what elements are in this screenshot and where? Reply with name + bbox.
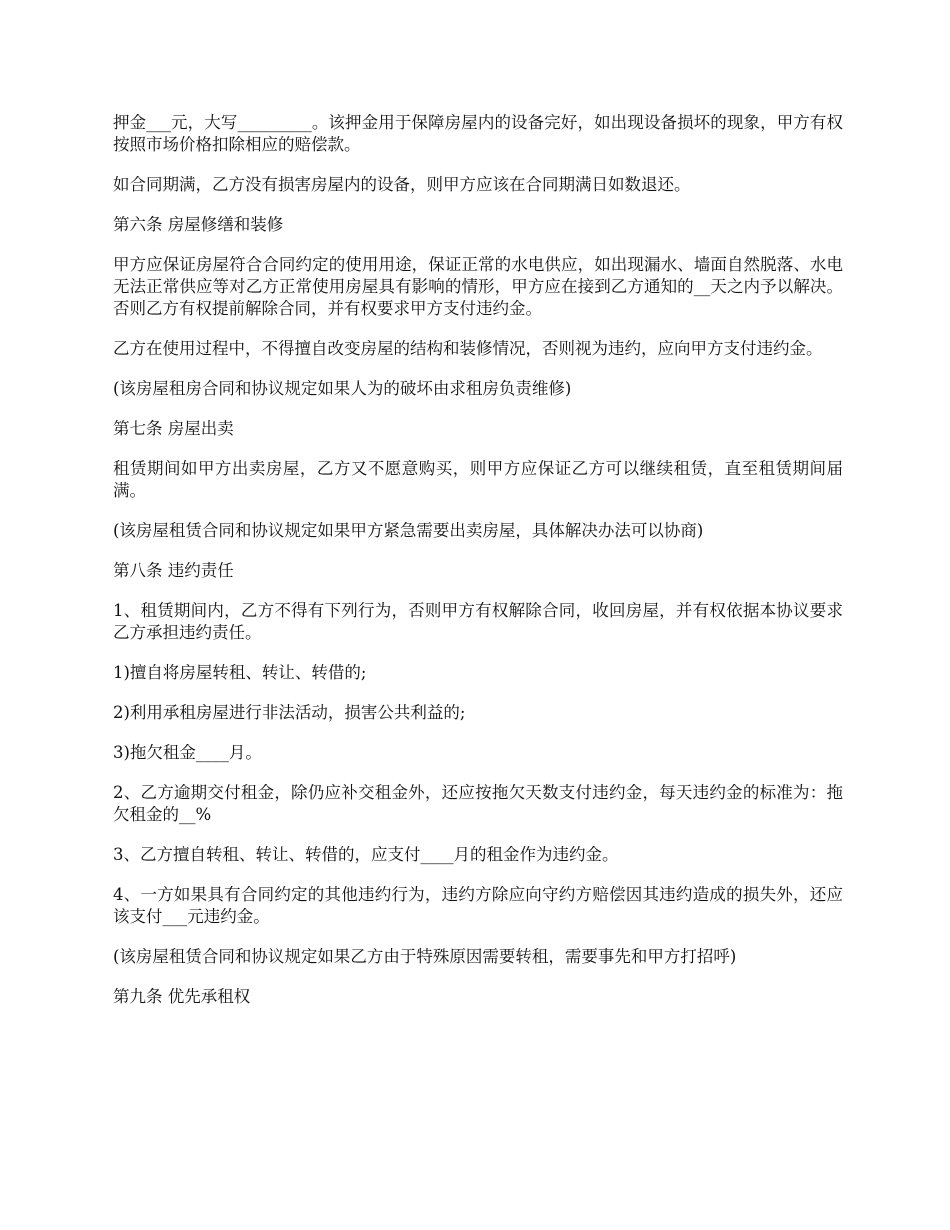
clause-4-other-breach: 4、一方如果具有合同约定的其他违约行为，违约方除应向守约方赔偿因其违约造成的损失外，还应该支付___元违约金。: [113, 885, 843, 926]
list-item-sublease: 1)擅自将房屋转租、转让、转借的;: [113, 663, 367, 682]
paragraph-no-alteration: 乙方在使用过程中，不得擅自改变房屋的结构和装修情况，否则视为违约，应向甲方支付违约金。: [113, 339, 823, 358]
note-sublease-notice: (该房屋租赁合同和协议规定如果乙方由于特殊原因需要转租，需要事先和甲方打招呼): [113, 947, 737, 966]
clause-3-sublease-penalty: 3、乙方擅自转租、转让、转借的，应支付____月的租金作为违约金。: [113, 845, 619, 864]
paragraph-repair-obligation: 甲方应保证房屋符合合同约定的使用用途，保证正常的水电供应，如出现漏水、墙面自然脱落、水电无法正常供应等对乙方正常使用房屋具有影响的情形，甲方应在接到乙方通知的__天之内予以解决。否则乙方有权提前解除合同，并有权要求甲方支付违约金。: [113, 255, 843, 318]
heading-article-6: 第六条 房屋修缮和装修: [113, 215, 284, 234]
paragraph-sale-continue-lease: 租赁期间如甲方出卖房屋，乙方又不愿意购买，则甲方应保证乙方可以继续租赁，直至租赁期间届满。: [113, 459, 843, 500]
heading-article-7: 第七条 房屋出卖: [113, 419, 234, 438]
heading-article-9: 第九条 优先承租权: [113, 987, 251, 1006]
document-page: [113, 112, 843, 1026]
clause-2-late-payment: 2、乙方逾期交付租金，除仍应补交租金外，还应按拖欠天数支付违约金，每天违约金的标准为：拖欠租金的__%: [113, 783, 843, 824]
note-damage-repair: (该房屋租房合同和协议规定如果人为的破坏由求租房负责维修): [113, 379, 572, 398]
paragraph-deposit: 押金___元，大写_________。该押金用于保障房屋内的设备完好，如出现设备损坏的现象，甲方有权按照市场价格扣除相应的赔偿款。: [113, 113, 843, 154]
list-item-illegal-activity: 2)利用承租房屋进行非法活动，损害公共利益的;: [113, 703, 466, 722]
list-item-rent-arrears: 3)拖欠租金____月。: [113, 743, 262, 762]
clause-1-prohibited-acts: 1、租赁期间内，乙方不得有下列行为，否则甲方有权解除合同，收回房屋，并有权依据本协议要求乙方承担违约责任。: [113, 601, 843, 642]
heading-article-8: 第八条 违约责任: [113, 561, 234, 580]
paragraph-deposit-return: 如合同期满，乙方没有损害房屋内的设备，则甲方应该在合同期满日如数退还。: [113, 175, 691, 194]
note-sale-negotiation: (该房屋租赁合同和协议规定如果甲方紧急需要出卖房屋，具体解决办法可以协商): [113, 521, 704, 540]
